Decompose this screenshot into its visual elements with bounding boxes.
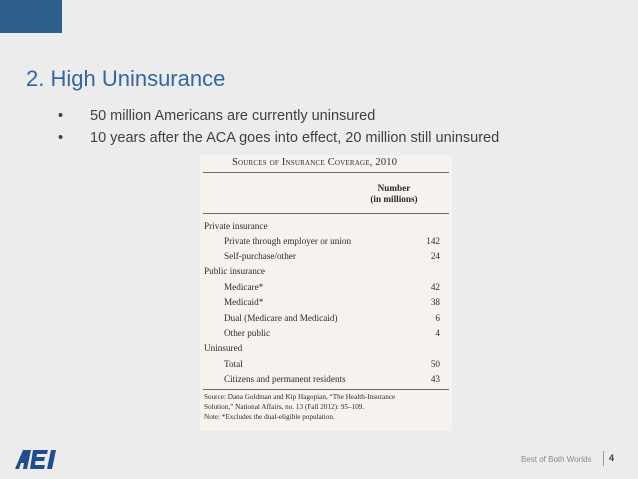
table-source-continued: Solution,” National Affairs, no. 13 (Fall 2012): 95–109. [204,403,365,411]
number-header-unit: (in millions) [370,194,418,204]
number-header: Number [377,183,411,193]
row-label: Public insurance [204,266,265,276]
bullet-dot: • [58,130,64,146]
table-row [204,265,440,278]
slide-title: 2. High Uninsurance [26,66,226,91]
table-row [204,235,440,248]
row-label: Other public [224,328,271,338]
footer-divider [603,451,604,466]
row-value: 38 [430,297,440,307]
table-row [204,312,440,325]
row-value: 43 [430,374,440,384]
table-row [204,220,440,233]
row-value: 142 [426,236,440,246]
table-rule-bottom [203,389,449,390]
corner-accent-box [0,0,62,33]
table-title: Sources of Insurance Coverage, 2010 [232,157,398,168]
aei-logo [14,448,64,470]
row-label: Private insurance [204,221,268,231]
page-number: 4 [609,453,615,463]
row-label: Dual (Medicare and Medicaid) [224,313,338,323]
bullet-item [58,106,499,128]
table-row [204,327,440,340]
bullet-dot: • [58,108,64,124]
bullet-text: 10 years after the ACA goes into effect, 20 million still uninsured [90,130,500,146]
row-value: 24 [430,251,440,261]
row-label: Medicare* [224,282,264,292]
row-value: 4 [435,328,440,338]
table-row [204,358,440,371]
table-row [204,342,440,355]
bullet-text: 50 million Americans are currently uninsured [90,108,376,124]
table-row [204,281,440,294]
table-row [204,296,440,309]
table-row [204,250,440,263]
row-label: Self-purchase/other [224,251,296,261]
table-row [204,373,440,386]
table-rule-top [203,172,449,173]
table-rule-header [203,213,449,214]
row-label: Medicaid* [224,297,264,307]
insurance-coverage-table [200,155,452,431]
bullet-list [58,106,499,150]
row-label: Citizens and permanent residents [224,374,346,384]
row-label: Uninsured [204,343,243,353]
bullet-item [58,128,499,150]
row-value: 6 [435,313,440,323]
table-source: Source: Dana Goldman and Kip Hagopian, “The Health-Insurance [204,393,396,401]
row-label: Total [224,359,243,369]
row-label: Private through employer or union [224,236,352,246]
row-value: 50 [430,359,440,369]
footer-text: Best of Both Worlds [521,455,592,464]
row-value: 42 [430,282,440,292]
table-note: Note: *Excludes the dual-eligible population. [204,413,335,421]
